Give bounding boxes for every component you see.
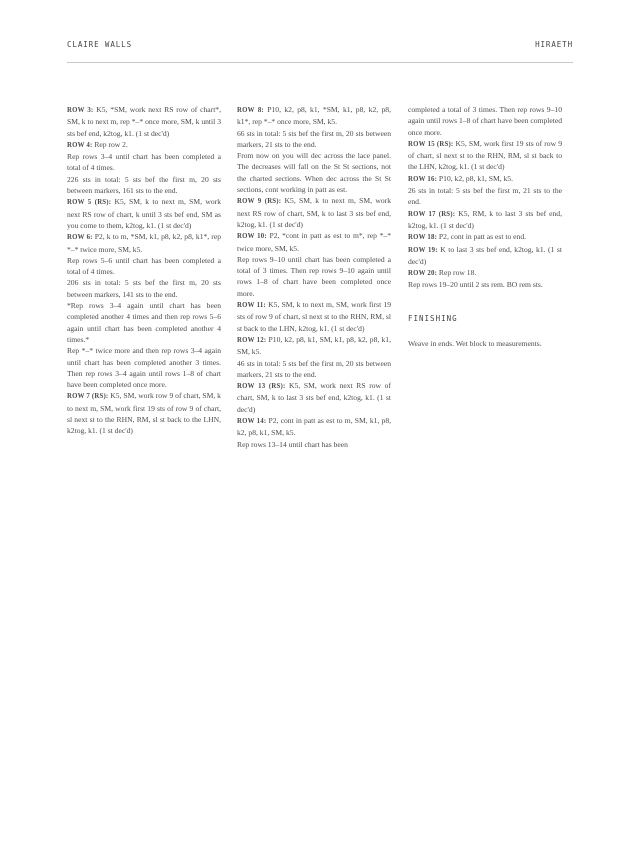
instruction-paragraph	[408, 138, 562, 173]
text-column-3	[408, 104, 562, 349]
row-label: ROW 8:	[237, 107, 264, 114]
instruction-text: P2, cont in patt as est to m, SM, k1, p8, k2, p8, k1, SM, k5.	[237, 416, 392, 438]
row-label: ROW 9 (RS):	[237, 198, 282, 206]
instruction-text: 226 sts in total: 5 sts bef the first m, 20 sts between markers, 161 sts to the end.	[67, 174, 221, 196]
instruction-paragraph	[67, 231, 221, 255]
pattern-title: HIRAETH	[535, 40, 573, 49]
instruction-paragraph	[237, 195, 391, 230]
instruction-paragraph	[237, 358, 391, 381]
instruction-paragraph	[67, 104, 221, 139]
row-label: ROW 11:	[237, 302, 266, 310]
row-label: ROW 5 (RS):	[67, 199, 112, 207]
instruction-paragraph	[67, 390, 221, 436]
instruction-text: P10, k2, p8, k1, SM, k5.	[437, 173, 513, 183]
instruction-text: 206 sts in total: 5 sts bef the first m, 20 sts between markers, 141 sts to the end.	[67, 278, 221, 299]
instruction-text: K5, SM, work row 9 of chart, SM, k to next m, SM, work first 19 sts of row 9 of chart, sl next st to the RHN, RM, sl st back to the LHN, k2tog, k1. (1 st dec'd)	[67, 391, 221, 436]
text-column-2	[237, 104, 391, 450]
instruction-paragraph	[408, 267, 562, 279]
running-header	[67, 40, 573, 49]
row-label: ROW 20:	[408, 270, 438, 278]
instruction-text: P2, k to m, *SM, k1, p8, k2, p8, k1*, rep *–* twice more, SM, k5.	[67, 232, 221, 254]
instruction-text: Rep rows 5–6 until chart has been completed a total of 4 times.	[67, 255, 221, 277]
instruction-paragraph	[237, 230, 391, 254]
instruction-text: Rep rows 13–14 until chart has been	[237, 439, 348, 449]
instruction-text: Rep rows 9–10 until chart has been completed a total of 3 times. Then rep rows 9–10 again until rows 1–8 of chart have been completed once more.	[237, 254, 391, 298]
row-label: ROW 15 (RS):	[408, 140, 454, 148]
instruction-paragraph	[408, 231, 562, 243]
instruction-text: Rep rows 3–4 until chart has been completed a total of 4 times.	[67, 152, 221, 173]
instruction-text: P2, cont in patt as est to end.	[437, 232, 527, 242]
instruction-paragraph	[408, 185, 562, 208]
instruction-text: K5, SM, work next RS row of chart, SM, k to last 3 sts bef end, k2tog, k1. (1 st dec'd)	[237, 381, 391, 414]
row-label: ROW 6:	[67, 234, 93, 242]
instruction-text: Rep row 2.	[92, 139, 128, 149]
row-label: ROW 13 (RS):	[237, 383, 286, 391]
row-label: ROW 7 (RS):	[67, 393, 109, 401]
row-label: ROW 14:	[237, 418, 267, 426]
finishing-text: Weave in ends. Wet block to measurements.	[408, 339, 542, 349]
header-rule	[67, 62, 573, 63]
row-label: ROW 10:	[237, 233, 267, 241]
instruction-paragraph	[237, 299, 391, 334]
instruction-text: K5, SM, k to next m, SM, work next RS row of chart, SM, k to last 3 sts bef end, k2tog, k1. (1 st dec'd)	[237, 196, 391, 229]
instruction-paragraph	[408, 244, 562, 268]
instruction-paragraph	[237, 150, 391, 195]
instruction-text: Rep *–* twice more and then rep rows 3–4 again until chart has been completed another 3 times. Then rep rows 3–4 again until rows 1–8 of chart have been completed once more.	[67, 346, 221, 390]
instruction-text: *Rep rows 3–4 again until chart has been completed another 4 times and then rep rows 5–6 again until chart has been completed another 4 times.*	[67, 301, 221, 344]
instruction-text: K5, SM, k to next m, SM, work next RS row of chart, k until 3 sts bef end, SM as you come to them, k2tog, k1. (1 st dec'd)	[67, 197, 221, 230]
author-name: CLAIRE WALLS	[67, 40, 132, 49]
instruction-paragraph	[408, 279, 562, 290]
instruction-text: 26 sts in total: 5 sts bef the first m, 21 sts to the end.	[408, 186, 562, 207]
instruction-paragraph	[408, 173, 562, 185]
instruction-paragraph	[408, 104, 562, 138]
instruction-paragraph	[237, 415, 391, 439]
instruction-text: P10, k2, p8, k1, SM, k1, p8, k2, p8, k1, SM, k5.	[237, 334, 391, 357]
instruction-text: K5, SM, work first 19 sts of row 9 of chart, sl next st to the RHN, RM, sl st back to the LHN, k2tog, k1. (1 st dec'd)	[408, 138, 562, 172]
instruction-text: K5, SM, k to next m, SM, work first 19 sts of row 9 of chart, sl next st to the RHN, RM, sl st back to the LHN, k2tog, k1. (1 st dec'd)	[237, 300, 391, 333]
instruction-text: K5, RM, k to last 3 sts bef end, k2tog, k1. (1 st dec'd)	[408, 208, 563, 230]
instruction-paragraph	[67, 255, 221, 278]
instruction-paragraph	[67, 196, 221, 231]
instruction-paragraph	[67, 345, 221, 390]
finishing-heading: FINISHING	[408, 313, 458, 323]
instruction-text: 66 sts in total: 5 sts bef the first m, 20 sts between markers, 21 sts to the end.	[237, 128, 391, 149]
instruction-text: From now on you will dec across the lace panel. The decreases will fall on the St St sections, not the charted sections. When dec across the St St sections, cont working in patt as est.	[237, 151, 391, 195]
instruction-text: Rep row 18.	[437, 268, 477, 278]
instruction-paragraph	[67, 174, 221, 197]
instruction-paragraph	[237, 380, 391, 415]
instruction-text: P10, k2, p8, k1, *SM, k1, p8, k2, p8, k1*, rep *–* once more, SM, k5.	[237, 105, 392, 127]
row-label: ROW 18:	[408, 234, 438, 242]
instruction-paragraph	[237, 128, 391, 151]
instruction-paragraph	[237, 334, 391, 358]
instruction-text: K to last 3 sts bef end, k2tog, k1. (1 st dec'd)	[408, 244, 562, 266]
row-label: ROW 3:	[67, 107, 94, 114]
instruction-text: P2, *cont in patt as est to m*, rep *–* twice more, SM, k5.	[237, 231, 391, 253]
row-label: ROW 19:	[408, 246, 438, 254]
instruction-paragraph	[67, 151, 221, 174]
row-label: ROW 16:	[408, 175, 438, 183]
instruction-paragraph	[67, 277, 221, 300]
instruction-text: K5, *SM, work next RS row of chart*, SM, k to next m, rep *–* once more, SM, k until 3 sts bef end, k2tog, k1. (1 st dec'd)	[67, 105, 222, 138]
text-column-1	[67, 104, 221, 437]
instruction-paragraph	[67, 300, 221, 345]
row-label: ROW 17 (RS):	[408, 210, 456, 218]
instruction-text: completed a total of 3 times. Then rep rows 9–10 again until rows 1–8 of chart have been completed once more.	[408, 105, 562, 137]
instruction-text: Rep rows 19–20 until 2 sts rem. BO rem sts.	[408, 280, 543, 290]
instruction-paragraph	[408, 208, 562, 232]
instruction-text: 46 sts in total: 5 sts bef the first m, 20 sts between markers, 21 sts to the end.	[237, 358, 391, 379]
instruction-paragraph	[237, 104, 391, 128]
column-3-body	[408, 104, 562, 291]
instruction-paragraph	[67, 139, 221, 151]
instruction-paragraph	[237, 254, 391, 299]
row-label: ROW 4:	[67, 141, 93, 149]
instruction-paragraph	[237, 439, 391, 450]
row-label: ROW 12:	[237, 336, 267, 344]
